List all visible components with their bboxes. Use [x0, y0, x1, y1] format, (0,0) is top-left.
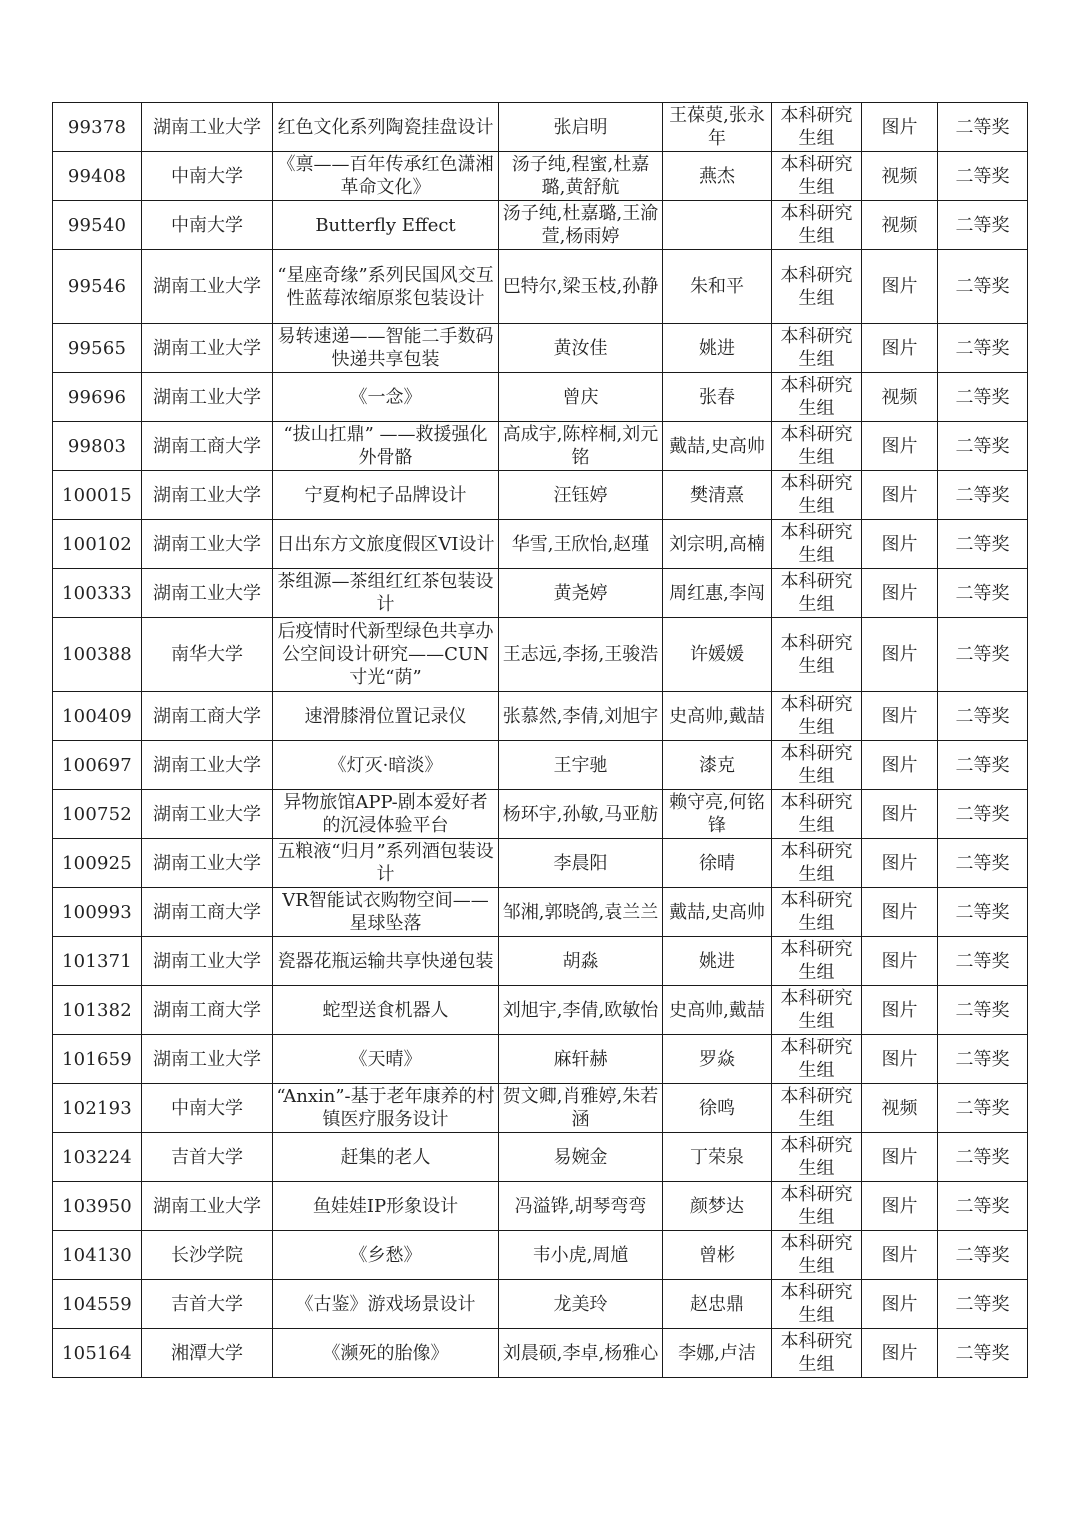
award-level-cell: 二等奖 [938, 250, 1028, 324]
advisors-cell [663, 201, 772, 250]
work-title-cell: 五粮液“归月”系列酒包装设计 [273, 839, 499, 888]
advisors-cell: 史高帅,戴喆 [663, 986, 772, 1035]
work-type-cell: 图片 [862, 520, 938, 569]
work-title-cell: 赶集的老人 [273, 1133, 499, 1182]
category-group-cell: 本科研究生组 [772, 1182, 862, 1231]
advisors-cell: 朱和平 [663, 250, 772, 324]
authors-cell: 刘旭宇,李倩,欧敏怡 [499, 986, 663, 1035]
category-group-cell: 本科研究生组 [772, 152, 862, 201]
table-row [53, 839, 1028, 888]
authors-cell: 邹湘,郭晓鸽,袁兰兰 [499, 888, 663, 937]
entry-id-cell: 100333 [53, 569, 142, 618]
school-name-cell: 湖南工业大学 [142, 373, 273, 422]
table-row [53, 250, 1028, 324]
advisors-cell: 丁荣泉 [663, 1133, 772, 1182]
advisors-cell: 许媛媛 [663, 618, 772, 692]
authors-cell: 李晨阳 [499, 839, 663, 888]
authors-cell: 高成宇,陈梓桐,刘元铭 [499, 422, 663, 471]
school-name-cell: 湖南工业大学 [142, 790, 273, 839]
authors-cell: 曾庆 [499, 373, 663, 422]
work-type-cell: 图片 [862, 618, 938, 692]
school-name-cell: 湖南工商大学 [142, 888, 273, 937]
work-title-cell: 《灯灭·暗淡》 [273, 741, 499, 790]
work-title-cell: “星座奇缘”系列民国风交互性蓝莓浓缩原浆包装设计 [273, 250, 499, 324]
work-type-cell: 图片 [862, 937, 938, 986]
advisors-cell: 燕杰 [663, 152, 772, 201]
school-name-cell: 湖南工业大学 [142, 839, 273, 888]
work-title-cell: 易转速递——智能二手数码快递共享包装 [273, 324, 499, 373]
entry-id-cell: 99540 [53, 201, 142, 250]
school-name-cell: 湖南工业大学 [142, 1035, 273, 1084]
work-type-cell: 图片 [862, 692, 938, 741]
award-level-cell: 二等奖 [938, 1280, 1028, 1329]
advisors-cell: 罗焱 [663, 1035, 772, 1084]
award-level-cell: 二等奖 [938, 1133, 1028, 1182]
school-name-cell: 湖南工业大学 [142, 324, 273, 373]
entry-id-cell: 103224 [53, 1133, 142, 1182]
category-group-cell: 本科研究生组 [772, 937, 862, 986]
award-level-cell: 二等奖 [938, 152, 1028, 201]
entry-id-cell: 104130 [53, 1231, 142, 1280]
table-row [53, 937, 1028, 986]
authors-cell: 黄尧婷 [499, 569, 663, 618]
table-row [53, 888, 1028, 937]
award-level-cell: 二等奖 [938, 937, 1028, 986]
award-level-cell: 二等奖 [938, 471, 1028, 520]
award-level-cell: 二等奖 [938, 1182, 1028, 1231]
work-type-cell: 视频 [862, 373, 938, 422]
work-type-cell: 图片 [862, 569, 938, 618]
work-type-cell: 图片 [862, 471, 938, 520]
entry-id-cell: 100697 [53, 741, 142, 790]
advisors-cell: 张春 [663, 373, 772, 422]
work-type-cell: 图片 [862, 790, 938, 839]
authors-cell: 杨环宇,孙敏,马亚舫 [499, 790, 663, 839]
work-title-cell: “拔山扛鼎” ——救援强化外骨骼 [273, 422, 499, 471]
advisors-cell: 徐鸣 [663, 1084, 772, 1133]
work-title-cell: 《古鉴》游戏场景设计 [273, 1280, 499, 1329]
table-row [53, 1231, 1028, 1280]
school-name-cell: 湖南工商大学 [142, 986, 273, 1035]
table-row [53, 1329, 1028, 1378]
table-row [53, 692, 1028, 741]
category-group-cell: 本科研究生组 [772, 422, 862, 471]
work-type-cell: 图片 [862, 986, 938, 1035]
entry-id-cell: 99378 [53, 103, 142, 152]
advisors-cell: 史高帅,戴喆 [663, 692, 772, 741]
authors-cell: 汪钰婷 [499, 471, 663, 520]
advisors-cell: 刘宗明,高楠 [663, 520, 772, 569]
award-level-cell: 二等奖 [938, 888, 1028, 937]
work-type-cell: 图片 [862, 324, 938, 373]
work-title-cell: 日出东方文旅度假区VI设计 [273, 520, 499, 569]
entry-id-cell: 100752 [53, 790, 142, 839]
category-group-cell: 本科研究生组 [772, 1231, 862, 1280]
school-name-cell: 南华大学 [142, 618, 273, 692]
work-type-cell: 图片 [862, 103, 938, 152]
entry-id-cell: 101371 [53, 937, 142, 986]
entry-id-cell: 101659 [53, 1035, 142, 1084]
work-title-cell: 后疫情时代新型绿色共享办公空间设计研究——CUN寸光“荫” [273, 618, 499, 692]
entry-id-cell: 104559 [53, 1280, 142, 1329]
category-group-cell: 本科研究生组 [772, 1035, 862, 1084]
work-title-cell: 异物旅馆APP-剧本爱好者的沉浸体验平台 [273, 790, 499, 839]
work-type-cell: 图片 [862, 1133, 938, 1182]
table-row [53, 152, 1028, 201]
entry-id-cell: 101382 [53, 986, 142, 1035]
work-type-cell: 图片 [862, 250, 938, 324]
entry-id-cell: 102193 [53, 1084, 142, 1133]
table-row [53, 1182, 1028, 1231]
category-group-cell: 本科研究生组 [772, 201, 862, 250]
work-title-cell: Butterfly Effect [273, 201, 499, 250]
award-level-cell: 二等奖 [938, 373, 1028, 422]
category-group-cell: 本科研究生组 [772, 569, 862, 618]
table-row [53, 1280, 1028, 1329]
work-title-cell: 《濒死的胎像》 [273, 1329, 499, 1378]
award-level-cell: 二等奖 [938, 790, 1028, 839]
work-type-cell: 图片 [862, 888, 938, 937]
entry-id-cell: 99803 [53, 422, 142, 471]
work-title-cell: 红色文化系列陶瓷挂盘设计 [273, 103, 499, 152]
school-name-cell: 中南大学 [142, 201, 273, 250]
category-group-cell: 本科研究生组 [772, 618, 862, 692]
category-group-cell: 本科研究生组 [772, 520, 862, 569]
authors-cell: 张启明 [499, 103, 663, 152]
table-row [53, 201, 1028, 250]
advisors-cell: 姚进 [663, 324, 772, 373]
advisors-cell: 周红惠,李闯 [663, 569, 772, 618]
work-title-cell: 速滑膝滑位置记录仪 [273, 692, 499, 741]
entry-id-cell: 99696 [53, 373, 142, 422]
authors-cell: 贺文卿,肖雅婷,朱若涵 [499, 1084, 663, 1133]
entry-id-cell: 99546 [53, 250, 142, 324]
advisors-cell: 徐晴 [663, 839, 772, 888]
category-group-cell: 本科研究生组 [772, 1084, 862, 1133]
school-name-cell: 湖南工业大学 [142, 471, 273, 520]
school-name-cell: 湖南工业大学 [142, 569, 273, 618]
advisors-cell: 戴喆,史高帅 [663, 422, 772, 471]
work-title-cell: VR智能试衣购物空间——星球坠落 [273, 888, 499, 937]
award-level-cell: 二等奖 [938, 520, 1028, 569]
table-row [53, 324, 1028, 373]
work-title-cell: 《天晴》 [273, 1035, 499, 1084]
work-title-cell: 瓷器花瓶运输共享快递包装 [273, 937, 499, 986]
category-group-cell: 本科研究生组 [772, 741, 862, 790]
work-title-cell: 茶组源—茶组红红茶包装设计 [273, 569, 499, 618]
work-type-cell: 图片 [862, 839, 938, 888]
table-row [53, 986, 1028, 1035]
table-row [53, 471, 1028, 520]
authors-cell: 韦小虎,周馗 [499, 1231, 663, 1280]
award-level-cell: 二等奖 [938, 569, 1028, 618]
school-name-cell: 湖南工业大学 [142, 250, 273, 324]
authors-cell: 刘晨硕,李卓,杨雅心 [499, 1329, 663, 1378]
school-name-cell: 湖南工业大学 [142, 103, 273, 152]
category-group-cell: 本科研究生组 [772, 373, 862, 422]
table-row [53, 741, 1028, 790]
table-row [53, 618, 1028, 692]
award-level-cell: 二等奖 [938, 1329, 1028, 1378]
table-row [53, 1084, 1028, 1133]
authors-cell: 黄汝佳 [499, 324, 663, 373]
work-type-cell: 视频 [862, 1084, 938, 1133]
table-row [53, 569, 1028, 618]
category-group-cell: 本科研究生组 [772, 250, 862, 324]
school-name-cell: 湖南工业大学 [142, 520, 273, 569]
award-level-cell: 二等奖 [938, 986, 1028, 1035]
school-name-cell: 湖南工业大学 [142, 1182, 273, 1231]
authors-cell: 胡淼 [499, 937, 663, 986]
entry-id-cell: 105164 [53, 1329, 142, 1378]
authors-cell: 巴特尔,梁玉枝,孙静 [499, 250, 663, 324]
school-name-cell: 湖南工商大学 [142, 422, 273, 471]
entry-id-cell: 100925 [53, 839, 142, 888]
work-type-cell: 图片 [862, 1231, 938, 1280]
entry-id-cell: 100015 [53, 471, 142, 520]
advisors-cell: 李娜,卢洁 [663, 1329, 772, 1378]
work-type-cell: 图片 [862, 1280, 938, 1329]
work-type-cell: 图片 [862, 741, 938, 790]
school-name-cell: 长沙学院 [142, 1231, 273, 1280]
award-level-cell: 二等奖 [938, 1231, 1028, 1280]
authors-cell: 冯溢铧,胡琴弯弯 [499, 1182, 663, 1231]
award-level-cell: 二等奖 [938, 692, 1028, 741]
school-name-cell: 湖南工业大学 [142, 937, 273, 986]
advisors-cell: 戴喆,史高帅 [663, 888, 772, 937]
award-level-cell: 二等奖 [938, 741, 1028, 790]
award-level-cell: 二等奖 [938, 839, 1028, 888]
awards-table [52, 102, 1028, 1378]
school-name-cell: 吉首大学 [142, 1280, 273, 1329]
table-row [53, 520, 1028, 569]
work-type-cell: 图片 [862, 422, 938, 471]
table-row [53, 373, 1028, 422]
table-row [53, 422, 1028, 471]
advisors-cell: 赖守亮,何铭锋 [663, 790, 772, 839]
authors-cell: 龙美玲 [499, 1280, 663, 1329]
award-level-cell: 二等奖 [938, 103, 1028, 152]
work-type-cell: 图片 [862, 1329, 938, 1378]
entry-id-cell: 100388 [53, 618, 142, 692]
category-group-cell: 本科研究生组 [772, 324, 862, 373]
authors-cell: 汤子纯,程蜜,杜嘉璐,黄舒航 [499, 152, 663, 201]
authors-cell: 王志远,李扬,王骏浩 [499, 618, 663, 692]
category-group-cell: 本科研究生组 [772, 692, 862, 741]
awards-table-body [53, 103, 1028, 1378]
advisors-cell: 王葆萸,张永年 [663, 103, 772, 152]
award-level-cell: 二等奖 [938, 324, 1028, 373]
work-type-cell: 图片 [862, 1035, 938, 1084]
work-type-cell: 视频 [862, 152, 938, 201]
category-group-cell: 本科研究生组 [772, 1133, 862, 1182]
work-title-cell: 鱼娃娃IP形象设计 [273, 1182, 499, 1231]
work-type-cell: 视频 [862, 201, 938, 250]
entry-id-cell: 99565 [53, 324, 142, 373]
authors-cell: 张慕然,李倩,刘旭宇 [499, 692, 663, 741]
award-level-cell: 二等奖 [938, 618, 1028, 692]
school-name-cell: 湘潭大学 [142, 1329, 273, 1378]
category-group-cell: 本科研究生组 [772, 888, 862, 937]
award-level-cell: 二等奖 [938, 1035, 1028, 1084]
advisors-cell: 漆克 [663, 741, 772, 790]
entry-id-cell: 103950 [53, 1182, 142, 1231]
category-group-cell: 本科研究生组 [772, 471, 862, 520]
category-group-cell: 本科研究生组 [772, 1329, 862, 1378]
category-group-cell: 本科研究生组 [772, 1280, 862, 1329]
work-title-cell: 蛇型送食机器人 [273, 986, 499, 1035]
school-name-cell: 吉首大学 [142, 1133, 273, 1182]
award-level-cell: 二等奖 [938, 1084, 1028, 1133]
work-title-cell: 宁夏枸杞子品牌设计 [273, 471, 499, 520]
table-row [53, 1133, 1028, 1182]
table-row [53, 103, 1028, 152]
entry-id-cell: 100409 [53, 692, 142, 741]
advisors-cell: 颜梦达 [663, 1182, 772, 1231]
table-row [53, 790, 1028, 839]
work-type-cell: 图片 [862, 1182, 938, 1231]
award-level-cell: 二等奖 [938, 201, 1028, 250]
category-group-cell: 本科研究生组 [772, 839, 862, 888]
school-name-cell: 中南大学 [142, 152, 273, 201]
work-title-cell: “Anxin”-基于老年康养的村镇医疗服务设计 [273, 1084, 499, 1133]
school-name-cell: 湖南工业大学 [142, 741, 273, 790]
authors-cell: 华雪,王欣怡,赵瑾 [499, 520, 663, 569]
table-row [53, 1035, 1028, 1084]
authors-cell: 汤子纯,杜嘉璐,王渝萱,杨雨婷 [499, 201, 663, 250]
entry-id-cell: 100102 [53, 520, 142, 569]
work-title-cell: 《乡愁》 [273, 1231, 499, 1280]
category-group-cell: 本科研究生组 [772, 790, 862, 839]
entry-id-cell: 100993 [53, 888, 142, 937]
authors-cell: 易婉金 [499, 1133, 663, 1182]
school-name-cell: 湖南工商大学 [142, 692, 273, 741]
entry-id-cell: 99408 [53, 152, 142, 201]
authors-cell: 麻轩赫 [499, 1035, 663, 1084]
category-group-cell: 本科研究生组 [772, 103, 862, 152]
advisors-cell: 樊清熹 [663, 471, 772, 520]
advisors-cell: 姚进 [663, 937, 772, 986]
work-title-cell: 《禀——百年传承红色潇湘革命文化》 [273, 152, 499, 201]
advisors-cell: 曾彬 [663, 1231, 772, 1280]
award-level-cell: 二等奖 [938, 422, 1028, 471]
work-title-cell: 《一念》 [273, 373, 499, 422]
category-group-cell: 本科研究生组 [772, 986, 862, 1035]
authors-cell: 王宇驰 [499, 741, 663, 790]
advisors-cell: 赵忠鼎 [663, 1280, 772, 1329]
school-name-cell: 中南大学 [142, 1084, 273, 1133]
